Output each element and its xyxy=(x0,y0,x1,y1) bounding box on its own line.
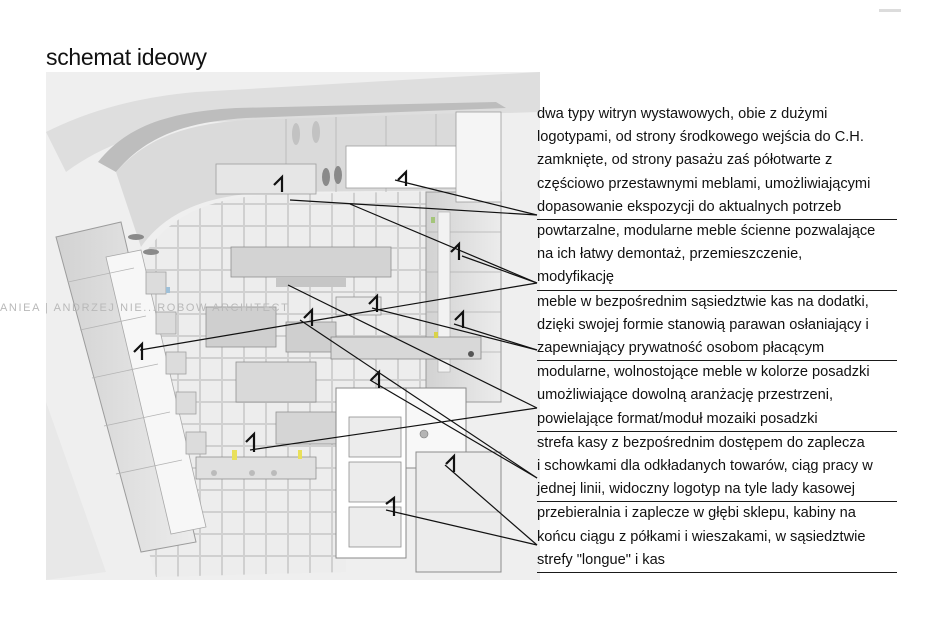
note-line: modyfikację xyxy=(537,269,615,286)
note-fitting-rooms xyxy=(537,501,897,573)
floor-plan-illustration xyxy=(46,72,540,580)
note-line: strefy "longue" i kas xyxy=(537,551,665,568)
screen-partition xyxy=(331,337,481,359)
note-accessory-furniture xyxy=(537,290,897,361)
note-line: i schowkami dla odkładanych towarów, ciąg pracy w xyxy=(537,458,873,475)
note-line: umożliwiające dowolną aranżację przestrzeni, xyxy=(537,387,834,404)
note-line: zapewniający prywatność osobom płacącym xyxy=(537,340,825,357)
note-cash-zone xyxy=(537,431,897,502)
note-line: dopasowanie ekspozycji do aktualnych potrzeb xyxy=(537,198,842,215)
note-line: strefa kasy z bezpośrednim dostępem do zaplecza xyxy=(537,434,865,451)
note-line: meble w bezpośrednim sąsiedztwie kas na dodatki, xyxy=(537,293,869,310)
note-line: dwa typy witryn wystawowych, obie z dużymi xyxy=(537,106,828,122)
watermark: ANIEA | ANDRZEJ NIE...ROBOW ARCHITECT xyxy=(0,302,290,314)
note-line: na ich łatwy demontaż, przemieszczenie, xyxy=(537,246,803,263)
note-line: powtarzalne, modularne meble ścienne pozwalające xyxy=(537,223,876,240)
note-line: częściowo przestawnymi meblami, umożliwiającymi xyxy=(537,175,871,192)
note-line: końcu ciągu z półkami i wieszakami, w sąsiedztwie xyxy=(537,528,866,545)
corner-mark xyxy=(851,0,911,4)
central-table-3 xyxy=(236,362,316,402)
note-line: modularne, wolnostojące meble w kolorze posadzki xyxy=(537,364,870,381)
central-table-1 xyxy=(231,247,391,277)
note-line: jednej linii, widoczny logotyp na tyle lady kasowej xyxy=(537,481,855,498)
note-wall-furniture xyxy=(537,219,897,290)
notes-panel xyxy=(537,103,897,573)
note-display-windows xyxy=(537,103,897,219)
note-line: dzięki swojej formie stanowią parawan osłaniający i xyxy=(537,316,869,333)
note-line: przebieralnia i zaplecze w głębi sklepu, kabiny na xyxy=(537,505,856,522)
floor-plan-svg xyxy=(46,72,540,580)
right-wall-furniture xyxy=(426,192,501,402)
note-line: zamknięte, od strony pasażu zaś półotwarte z xyxy=(537,152,833,169)
note-freestanding-furniture xyxy=(537,360,897,431)
diagram-title: schemat ideowy xyxy=(46,44,207,70)
note-line: powielające format/moduł mozaiki posadzki xyxy=(537,410,818,427)
window-display-left xyxy=(216,164,316,194)
note-line: logotypami, od strony środkowego wejścia do C.H. xyxy=(537,129,864,146)
